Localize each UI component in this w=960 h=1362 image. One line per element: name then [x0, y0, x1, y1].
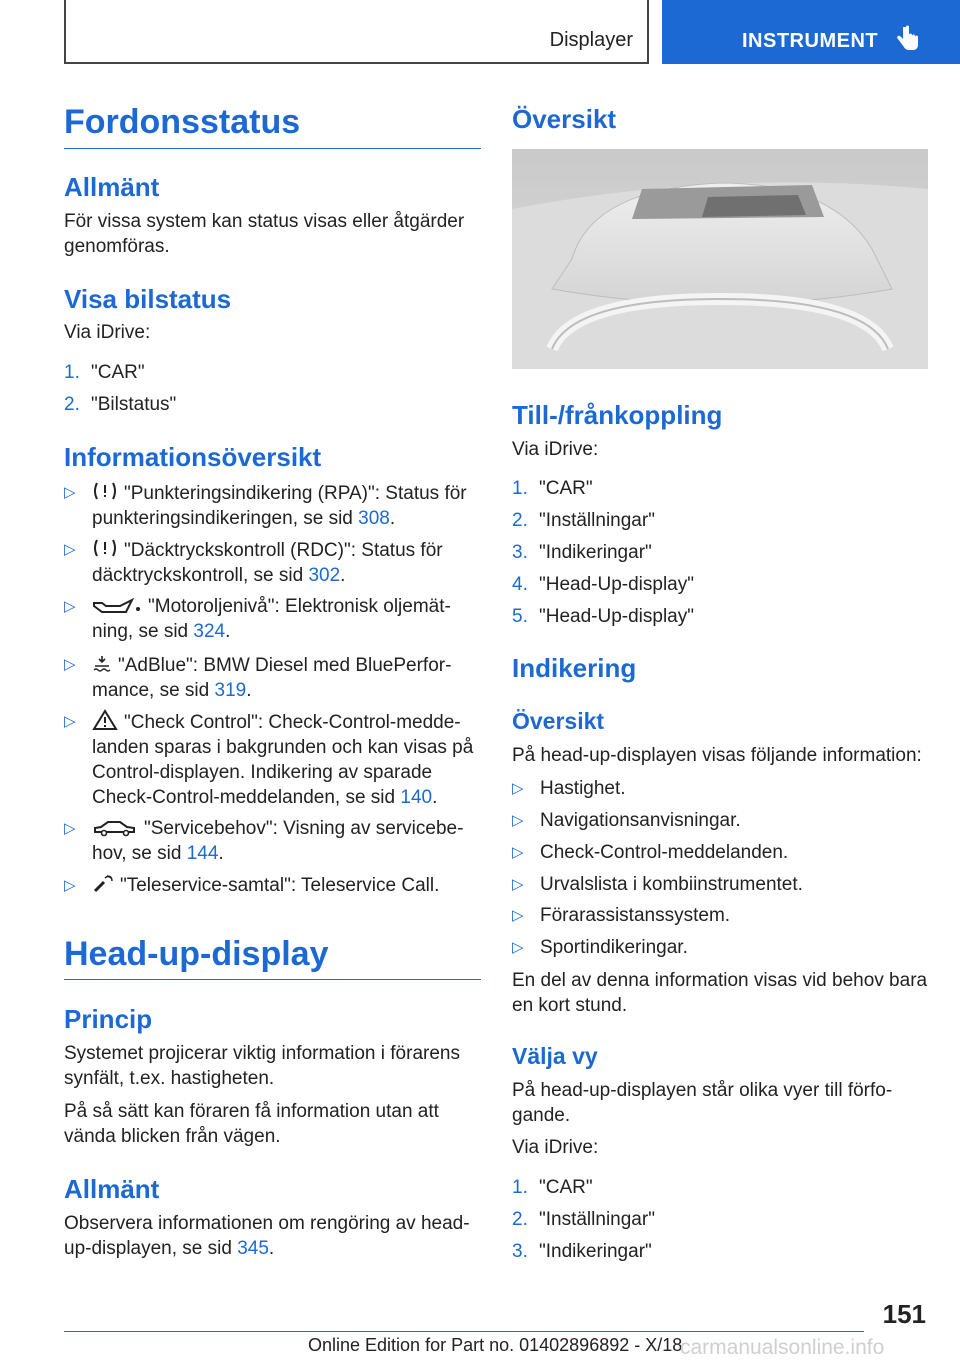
page-reference-link[interactable]: 324	[193, 621, 226, 642]
bullet-triangle-icon: ▷	[64, 877, 76, 894]
list-item	[512, 1175, 932, 1200]
wrench-icon	[92, 874, 114, 894]
paragraph-oversikt-2: På head-up-displayen visas följande information:	[512, 745, 922, 766]
info-item-text: "Servicebehov": Visning av servicebehov, se sid	[92, 818, 464, 864]
bullet-triangle-icon: ▷	[512, 907, 524, 924]
list-item	[512, 776, 932, 801]
list-item-text: Urvalslista i kombiinstrumentet.	[540, 874, 803, 895]
heading-allmant-2: Allmänt	[64, 1174, 160, 1204]
bullet-triangle-icon: ▷	[512, 780, 524, 797]
header-chapter-tab[interactable]	[662, 0, 960, 64]
tyre-warning-icon	[92, 480, 118, 502]
page-reference-link[interactable]: 308	[358, 508, 390, 529]
tyre-warning-icon	[92, 537, 118, 559]
page-reference-link[interactable]: 144	[186, 843, 219, 864]
car-service-icon	[92, 819, 138, 837]
oil-can-icon	[92, 597, 142, 615]
allmant-2-period: .	[268, 1238, 275, 1259]
page-title: Fordonsstatus	[64, 103, 301, 141]
list-item	[512, 808, 932, 833]
step-text: "CAR"	[91, 362, 145, 383]
step-text: "Inställningar"	[539, 1209, 655, 1230]
bullet-triangle-icon: ▷	[512, 939, 524, 956]
list-item-text: Hastighet.	[540, 778, 626, 799]
step-text: "Head-Up-display"	[539, 574, 694, 595]
paragraph-allmant-2	[64, 1211, 484, 1261]
bullet-triangle-icon: ▷	[64, 713, 76, 730]
valja-via-idrive: Via iDrive:	[512, 1137, 599, 1158]
watermark: carmanualsonline.info	[680, 1336, 885, 1359]
page-reference-link[interactable]: 140	[400, 787, 433, 808]
page-reference-link[interactable]: 302	[308, 565, 341, 586]
bullet-triangle-icon: ▷	[512, 812, 524, 829]
list-item	[512, 903, 932, 928]
step-number: 1.	[512, 478, 528, 499]
list-item: ▷ "AdBlue": BMW Diesel med BluePerformance, se sid 319.	[64, 652, 484, 704]
step-number: 3.	[512, 1241, 528, 1262]
paragraph-princip-2: På så sätt kan föraren få information utan att vända blicken från vägen.	[64, 1101, 439, 1147]
step-number: 1.	[512, 1177, 528, 1198]
list-item	[512, 604, 932, 629]
title-rule	[64, 148, 481, 149]
bullet-triangle-icon: ▷	[512, 876, 524, 893]
list-item	[512, 840, 932, 865]
header-section-box	[64, 0, 649, 64]
step-number: 2.	[64, 394, 80, 415]
step-number: 5.	[512, 606, 528, 627]
head-up-display-photo	[512, 149, 928, 369]
paragraph-oversikt-2-after: En del av denna information visas vid behov bara en kort stund.	[512, 970, 928, 1016]
heading-valja-vy: Välja vy	[512, 1043, 598, 1069]
edition-text: Online Edition for Part no. 01402896892 - X/18	[308, 1335, 683, 1355]
heading-till-frankoppling: Till-/frånkoppling	[512, 400, 723, 430]
list-item	[64, 873, 484, 900]
list-item: ▷ "Check Control": Check-Control-meddelanden sparas i bakgrunden och kan visas på Control-displayen. Indikering av sparade Check-Control-meddelanden, se sid 140.	[64, 709, 484, 811]
bullet-triangle-icon: ▷	[64, 541, 76, 558]
step-number: 2.	[512, 510, 528, 531]
list-item-text: Förarassistanssystem.	[540, 905, 731, 926]
list-item	[512, 1207, 932, 1232]
info-item-text: "AdBlue": BMW Diesel med BluePerformance, se sid	[92, 655, 452, 701]
heading-indikering: Indikering	[512, 653, 637, 683]
bullet-triangle-icon: ▷	[512, 844, 524, 861]
visa-via-idrive: Via iDrive:	[64, 322, 151, 343]
heading-princip: Princip	[64, 1004, 153, 1034]
bullet-triangle-icon: ▷	[64, 598, 76, 615]
list-item	[512, 872, 932, 897]
step-text: "CAR"	[539, 1177, 593, 1198]
paragraph-princip-1: Systemet projicerar viktig information i förarens synfält, t.ex. hastigheten.	[64, 1043, 460, 1089]
step-number: 2.	[512, 1209, 528, 1230]
list-item	[512, 572, 932, 597]
list-item	[512, 508, 932, 533]
list-item	[64, 392, 484, 417]
step-text: "Bilstatus"	[91, 394, 177, 415]
allmant-2-text: Observera informationen om rengöring av head-up-displayen, se sid	[64, 1213, 470, 1259]
info-item-text: "Check Control": Check-Control-meddelanden sparas i bakgrunden och kan visas på Control-displayen. Indikering av sparade Check-Control-meddelanden, se sid	[92, 712, 474, 808]
bullet-triangle-icon: ▷	[64, 820, 76, 837]
list-item-text: Check-Control-meddelanden.	[540, 842, 789, 863]
footer-rule	[64, 1331, 864, 1332]
pointing-hand-icon	[896, 25, 920, 53]
list-item-text: Sportindikeringar.	[540, 937, 688, 958]
header-chapter-label: INSTRUMENT	[742, 30, 879, 52]
list-item: ▷ "Punkteringsindikering (RPA)": Status för punkteringsindikeringen, se sid 308.	[64, 480, 484, 532]
list-item: ▷ "Servicebehov": Visning av servicebehov, se sid 144.	[64, 818, 464, 864]
list-item: ▷ "Motoroljenivå": Elektronisk oljemätning, se sid 324.	[64, 596, 451, 642]
info-item-text: "Punkteringsindikering (RPA)": Status för punkteringsindikeringen, se sid	[92, 483, 467, 529]
step-text: "Inställningar"	[539, 510, 655, 531]
step-number: 4.	[512, 574, 528, 595]
warning-triangle-icon	[92, 709, 118, 731]
heading-oversikt-2: Översikt	[512, 708, 605, 734]
paragraph-allmant: För vissa system kan status visas eller åtgärder genomföras.	[64, 211, 465, 257]
list-item: ▷ "Däcktryckskontroll (RDC)": Status för däcktryckskontroll, se sid 302.	[64, 537, 484, 589]
heading-head-up-display: Head-up-display	[64, 935, 329, 973]
page-reference-link[interactable]: 319	[214, 680, 247, 701]
header-section-label: Displayer	[549, 29, 633, 51]
list-item	[512, 1239, 932, 1264]
list-item	[512, 935, 932, 960]
step-text: "Head-Up-display"	[539, 606, 694, 627]
page-number: 151	[882, 1299, 926, 1329]
heading-visa-bilstatus: Visa bilstatus	[64, 284, 232, 314]
adblue-icon	[92, 652, 112, 674]
heading-allmant: Allmänt	[64, 172, 160, 202]
step-text: "CAR"	[539, 478, 593, 499]
bullet-triangle-icon: ▷	[64, 656, 76, 673]
list-item	[64, 360, 484, 385]
hud-title-rule	[64, 979, 481, 980]
page-reference-link[interactable]: 345	[237, 1238, 269, 1259]
list-item-text: Navigationsanvisningar.	[540, 810, 741, 831]
step-text: "Indikeringar"	[539, 542, 652, 563]
list-item	[512, 476, 932, 501]
list-item	[512, 540, 932, 565]
step-text: "Indikeringar"	[539, 1241, 652, 1262]
heading-oversikt: Översikt	[512, 104, 617, 134]
bullet-triangle-icon: ▷	[64, 484, 76, 501]
heading-informationsoversikt: Informationsöversikt	[64, 442, 322, 472]
info-item-text: "Däcktryckskontroll (RDC)": Status för däcktryckskontroll, se sid	[92, 540, 443, 586]
step-number: 3.	[512, 542, 528, 563]
till-via-idrive: Via iDrive:	[512, 439, 599, 460]
info-item-text: "Motoroljenivå": Elektronisk oljemätning, se sid	[92, 596, 451, 642]
step-number: 1.	[64, 362, 80, 383]
paragraph-valja-vy: På head-up-displayen står olika vyer till förfogande.	[512, 1080, 893, 1126]
info-item-text: "Teleservice-samtal": Teleservice Call.	[120, 875, 440, 896]
